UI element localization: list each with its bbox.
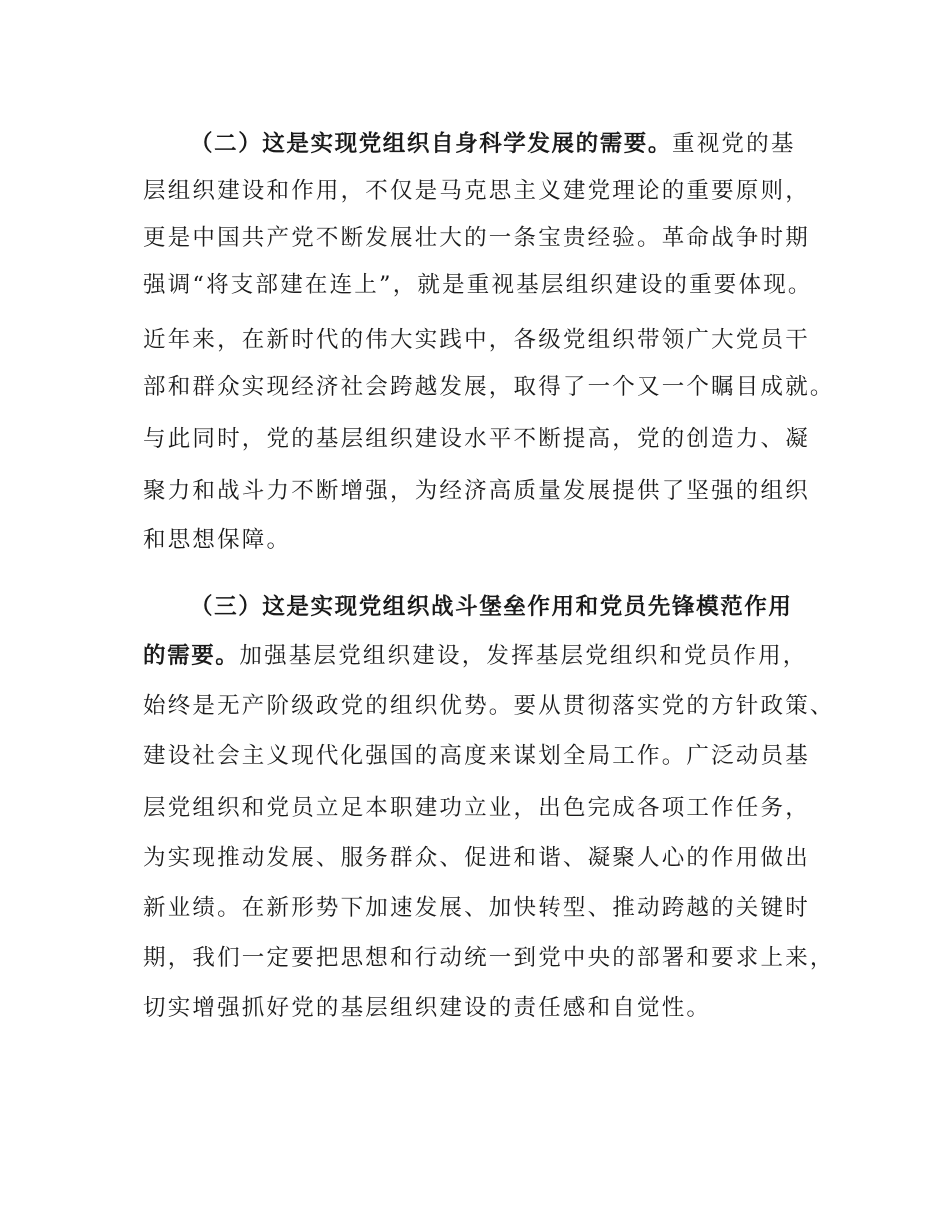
paragraph-line: 部和群众实现经济社会跨越发展，取得了一个又一个瞩目成就。 — [143, 374, 835, 400]
paragraph-line: 始终是无产阶级政党的组织优势。要从贯彻落实党的方针政策、 — [143, 693, 835, 719]
paragraph-line: 与此同时，党的基层组织建设水平不断提高，党的创造力、凝 — [143, 426, 810, 452]
paragraph-line: 更是中国共产党不断发展壮大的一条宝贵经验。革命战争时期 — [143, 225, 810, 251]
paragraph-line: 为实现推动发展、服务群众、促进和谐、凝聚人心的作用做出 — [143, 845, 810, 871]
paragraph-text: 重视党的基 — [672, 131, 796, 157]
paragraph-line: 切实增强抓好党的基层组织建设的责任感和自觉性。 — [143, 995, 712, 1021]
paragraph-text: 加强基层党组织建设，发挥基层党组织和党员作用， — [239, 643, 808, 669]
paragraph-line: 强调“将支部建在连上”，就是重视基层组织建设的重要体现。 — [143, 272, 813, 298]
section-heading-2: （二）这是实现党组织自身科学发展的需要。 — [190, 131, 673, 157]
paragraph-line: 建设社会主义现代化强国的高度来谋划全局工作。广泛动员基 — [143, 743, 810, 769]
section-heading-3-cont: 的需要。 — [143, 643, 240, 669]
paragraph-line — [143, 636, 843, 676]
paragraph-line: 聚力和战斗力不断增强，为经济高质量发展提供了坚强的组织 — [143, 478, 810, 504]
section-heading-3: （三）这是实现党组织战斗堡垒作用和党员先锋模范作用 — [190, 594, 793, 620]
paragraph-line: 层组织建设和作用，不仅是马克思主义建党理论的重要原则， — [143, 178, 810, 204]
paragraph-line — [190, 124, 890, 164]
paragraph-line: 近年来，在新时代的伟大实践中，各级党组织带领广大党员干 — [143, 327, 810, 353]
paragraph-line: 期，我们一定要把思想和行动统一到党中央的部署和要求上来， — [143, 945, 835, 971]
paragraph-line: 和思想保障。 — [143, 527, 292, 553]
paragraph-line: 新业绩。在新形势下加速发展、加快转型、推动跨越的关键时 — [143, 895, 810, 921]
paragraph-line: 层党组织和党员立足本职建功立业，出色完成各项工作任务， — [143, 795, 810, 821]
